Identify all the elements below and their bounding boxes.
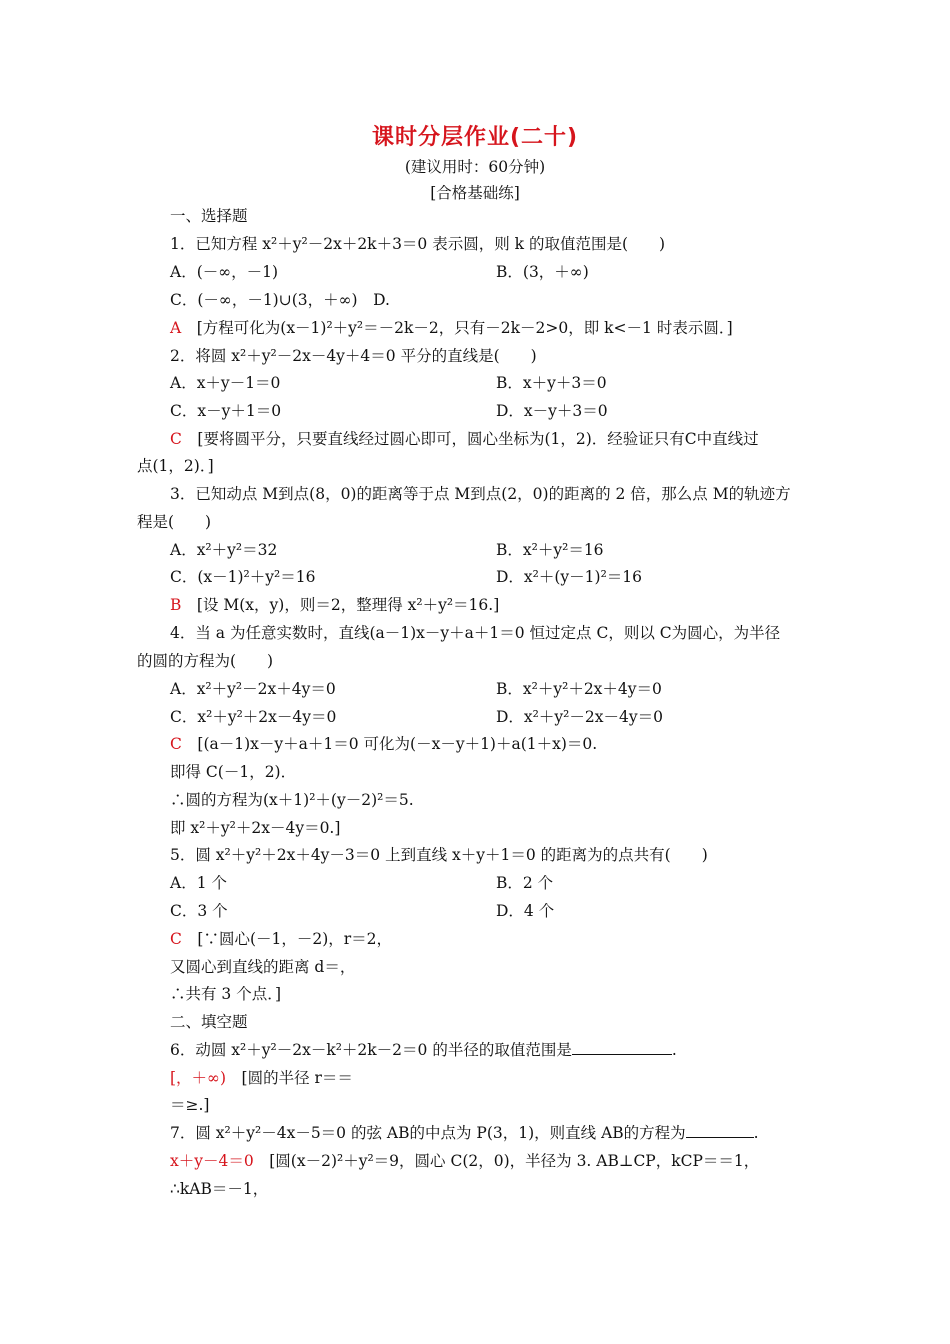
question-6-stem-line: 6．动圆 x²＋y²－2x－k²＋2k－2＝0 的半径的取值范围是 . — [170, 1041, 677, 1059]
question-5-option-b: B．2 个 — [496, 874, 554, 892]
question-7-answer: x＋y－4＝0 — [170, 1152, 254, 1170]
question-4-explanation: [(a－1)x－y＋a＋1＝0 可化为(－x－y＋1)＋a(1＋x)＝0. — [197, 735, 598, 753]
section-heading-choice: 一、选择题 — [170, 207, 248, 225]
question-5-answer-line — [170, 928, 850, 950]
question-5-explanation-3: ∴共有 3 个点．] — [170, 985, 282, 1003]
question-2-answer: C — [170, 430, 182, 448]
question-5-option-c: C．3 个 — [170, 902, 228, 920]
question-3-option-b: B．x²＋y²＝16 — [496, 541, 604, 559]
question-3-stem: 3．已知动点 M到点(8，0)的距离等于点 M到点(2，0)的距离的 2 倍，那么点 M的轨迹方 — [170, 485, 791, 503]
question-7-explanation-2: ∴kAB＝－1， — [170, 1180, 269, 1198]
question-2-stem: 2．将圆 x²＋y²－2x－4y＋4＝0 平分的直线是( ) — [170, 347, 537, 365]
question-6-answer-line — [170, 1067, 850, 1089]
question-1-answer-line — [170, 317, 850, 339]
question-5-option-d: D．4 个 — [496, 902, 555, 920]
question-5-option-a: A．1 个 — [170, 874, 227, 892]
question-4-option-a: A．x²＋y²－2x＋4y＝0 — [170, 680, 336, 698]
question-2-explanation: [要将圆平分，只要直线经过圆心即可，圆心坐标为(1，2)．经验证只有C中直线过 — [197, 430, 759, 448]
question-3-stem-cont: 程是( ) — [137, 513, 212, 531]
question-2-explanation-cont: 点(1，2)．] — [137, 457, 214, 475]
question-2-answer-line — [170, 428, 850, 450]
question-3-answer-line — [170, 594, 850, 616]
question-4-explanation-4: 即 x²＋y²＋2x－4y＝0.] — [170, 819, 341, 837]
question-5-explanation: [∵圆心(－1，－2)，r＝2， — [197, 930, 393, 948]
question-7-explanation: [圆(x－2)²＋y²＝9，圆心 C(2，0)，半径为 3. AB⊥CP，kCP＝＝1， — [269, 1152, 760, 1170]
question-6-explanation: [圆的半径 r＝＝ — [241, 1069, 353, 1087]
question-2-option-a: A．x＋y－1＝0 — [170, 374, 281, 392]
section-heading-fill: 二、填空题 — [170, 1013, 248, 1031]
question-6-answer: [，＋∞) — [170, 1069, 227, 1087]
question-4-stem: 4．当 a 为任意实数时，直线(a－1)x－y＋a＋1＝0 恒过定点 C，则以 C为圆心，为半径 — [170, 624, 781, 642]
question-6-stem: 6．动圆 x²＋y²－2x－k²＋2k－2＝0 的半径的取值范围是 — [170, 1041, 572, 1059]
page-title: 课时分层作业(二十) — [371, 125, 579, 150]
question-5-answer: C — [170, 930, 182, 948]
question-1-answer: A — [170, 319, 182, 337]
question-1-option-a: A．(－∞，－1) — [170, 263, 279, 281]
question-4-answer-line — [170, 733, 850, 755]
question-1-option-b: B．(3，＋∞) — [496, 263, 589, 281]
level-label: [合格基础练] — [430, 184, 520, 202]
question-3-option-d: D．x²＋(y－1)²＝16 — [496, 568, 643, 586]
answer-blank — [572, 1040, 672, 1055]
question-2-option-c: C．x－y＋1＝0 — [170, 402, 282, 420]
question-4-stem-cont: 的圆的方程为( ) — [137, 652, 274, 670]
question-4-explanation-3: ∴圆的方程为(x＋1)²＋(y－2)²＝5. — [170, 791, 414, 809]
question-7-answer-line — [170, 1150, 850, 1172]
question-4-option-b: B．x²＋y²＋2x＋4y＝0 — [496, 680, 662, 698]
question-3-option-c: C．(x－1)²＋y²＝16 — [170, 568, 316, 586]
question-3-answer: B — [170, 596, 182, 614]
question-4-answer: C — [170, 735, 182, 753]
question-3-option-a: A．x²＋y²＝32 — [170, 541, 278, 559]
question-2-option-d: D．x－y＋3＝0 — [496, 402, 608, 420]
question-4-option-c: C．x²＋y²＋2x－4y＝0 — [170, 708, 337, 726]
question-4-explanation-2: 即得 C(－1，2)． — [170, 763, 297, 781]
question-1-option-c: C．(－∞，－1)∪(3，＋∞) D. — [170, 291, 390, 309]
question-1-stem: 1．已知方程 x²＋y²－2x＋2k＋3＝0 表示圆，则 k 的取值范围是( ) — [170, 235, 666, 253]
question-6-explanation-2: ＝≥.] — [170, 1096, 210, 1114]
answer-blank — [686, 1123, 754, 1138]
question-7-stem: 7．圆 x²＋y²－4x－5＝0 的弦 AB的中点为 P(3，1)，则直线 AB的方程为 — [170, 1124, 686, 1142]
question-1-explanation: [方程可化为(x－1)²＋y²＝－2k－2，只有－2k－2>0，即 k<－1 时表示圆．] — [196, 319, 733, 337]
question-3-explanation: [设 M(x，y)，则＝2，整理得 x²＋y²＝16.] — [196, 596, 500, 614]
question-5-stem: 5．圆 x²＋y²＋2x＋4y－3＝0 上到直线 x＋y＋1＝0 的距离为的点共有( ) — [170, 846, 708, 864]
question-2-option-b: B．x＋y＋3＝0 — [496, 374, 607, 392]
question-5-explanation-2: 又圆心到直线的距离 d＝， — [170, 958, 356, 976]
question-4-option-d: D．x²＋y²－2x－4y＝0 — [496, 708, 663, 726]
question-7-stem-line: 7．圆 x²＋y²－4x－5＝0 的弦 AB的中点为 P(3，1)，则直线 AB的方程为 . — [170, 1124, 759, 1142]
suggested-time: (建议用时：60分钟) — [404, 158, 546, 176]
